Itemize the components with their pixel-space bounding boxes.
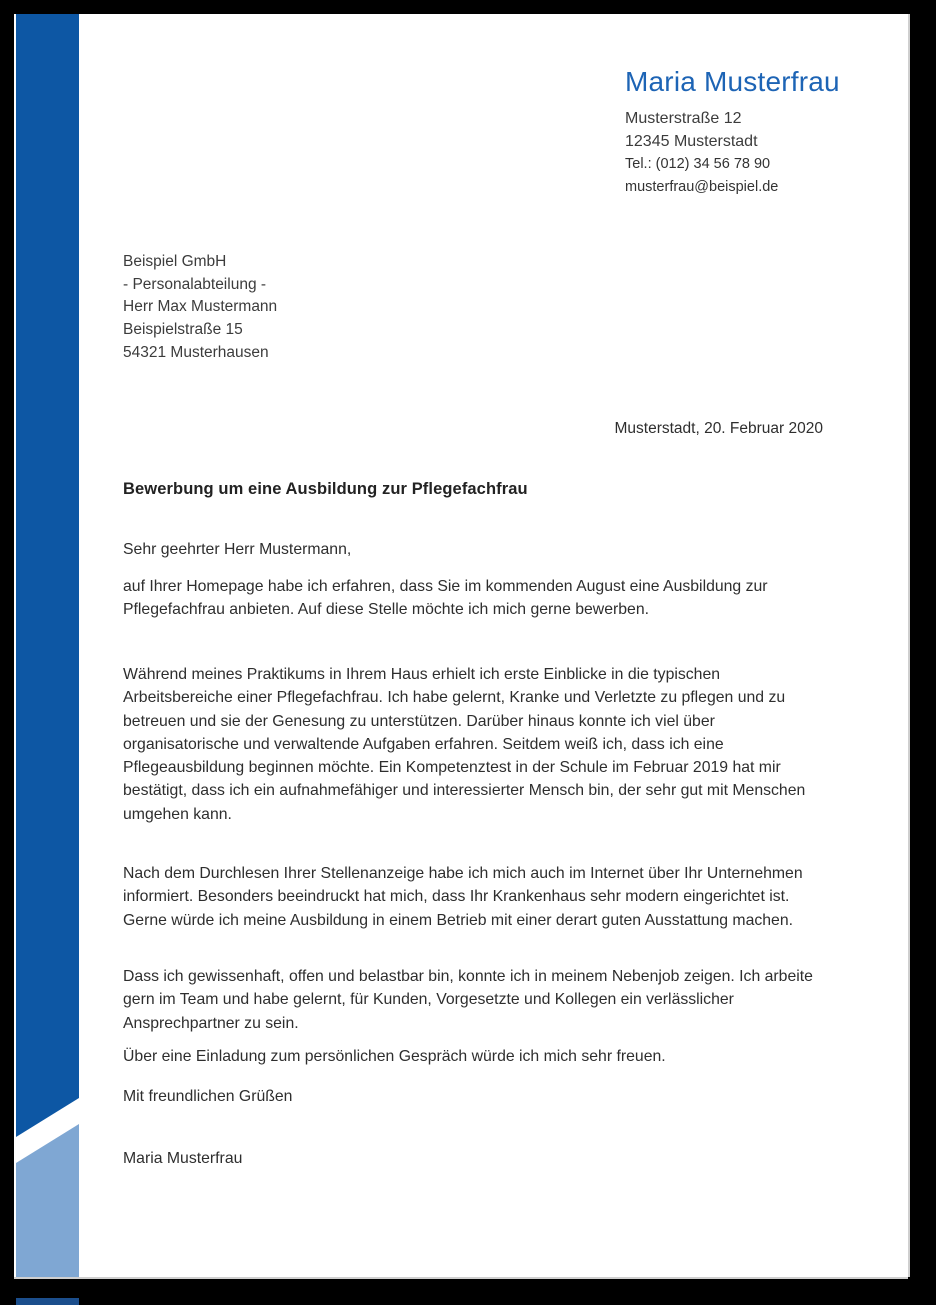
salutation: Sehr geehrter Herr Mustermann, <box>123 541 352 558</box>
recipient-block <box>123 251 443 365</box>
letter-page <box>14 14 908 1277</box>
recipient-contact-person: Herr Max Mustermann <box>123 298 278 316</box>
recipient-city: 54321 Musterhausen <box>123 343 269 361</box>
recipient-department: - Personalabteilung - <box>123 275 267 293</box>
stripe-dark-blue-segment <box>16 14 79 1277</box>
date-line: Musterstadt, 20. Februar 2020 <box>614 420 823 437</box>
next-page-stripe-peek <box>16 1298 79 1305</box>
body-paragraph: Während meines Praktikums in Ihrem Haus erhielt ich erste Einblicke in die typischen Arbeitsbereiche einer Pflegefachfrau. Ich habe gelernt, Kranke und Verletzte zu pflegen und zu betreuen und sie der Genesung zu unterstützen. Darüber hinaus konnte ich viel über organisatorische und verwaltende Aufgaben erfahren. Seitdem weiß ich, dass ich eine Pflegeausbildung beginnen möchte. Ein Kompetenztest in der Schule im Februar 2019 hat mir bestätigt, dass ich ein aufnahmefähiger und interessierter Mensch bin, der sehr gut mit Menschen umgehen kann. <box>123 666 806 823</box>
closing-formula: Mit freundlichen Grüßen <box>123 1088 293 1105</box>
recipient-street: Beispielstraße 15 <box>123 321 243 339</box>
recipient-company: Beispiel GmbH <box>123 253 227 270</box>
sender-city: 12345 Musterstadt <box>625 133 758 150</box>
signature-name: Maria Musterfrau <box>123 1150 243 1167</box>
body-paragraph: Über eine Einladung zum persönlichen Gespräch würde ich mich sehr freuen. <box>123 1048 666 1065</box>
left-accent-stripe <box>16 14 79 1277</box>
sender-phone: Tel.: (012) 34 56 78 90 <box>625 156 771 172</box>
sender-email: musterfrau@beispiel.de <box>625 179 779 195</box>
sender-name: Maria Musterfrau <box>625 66 840 97</box>
sender-street: Musterstraße 12 <box>625 110 742 127</box>
body-paragraph: Nach dem Durchlesen Ihrer Stellenanzeige habe ich mich auch im Internet über Ihr Unternehmen informiert. Besonders beeindruckt hat mich, dass Ihr Krankenhaus sehr modern eingerichtet ist. Gerne würde ich meine Ausbildung in einem Betrieb mit einer derart guten Ausstattung machen. <box>123 865 803 929</box>
sender-block <box>625 66 895 199</box>
body-paragraph: Dass ich gewissenhaft, offen und belastbar bin, konnte ich in meinem Nebenjob zeigen. Ich arbeite gern im Team und habe gelernt, für Kunden, Vorgesetzte und Kollegen ein verlässlicher Ansprechpartner zu sein. <box>123 968 813 1032</box>
subject-line: Bewerbung um eine Ausbildung zur Pflegefachfrau <box>123 480 528 498</box>
body-paragraph: auf Ihrer Homepage habe ich erfahren, dass Sie im kommenden August eine Ausbildung zur Pflegefachfrau anbieten. Auf diese Stelle möchte ich mich gerne bewerben. <box>123 578 768 619</box>
